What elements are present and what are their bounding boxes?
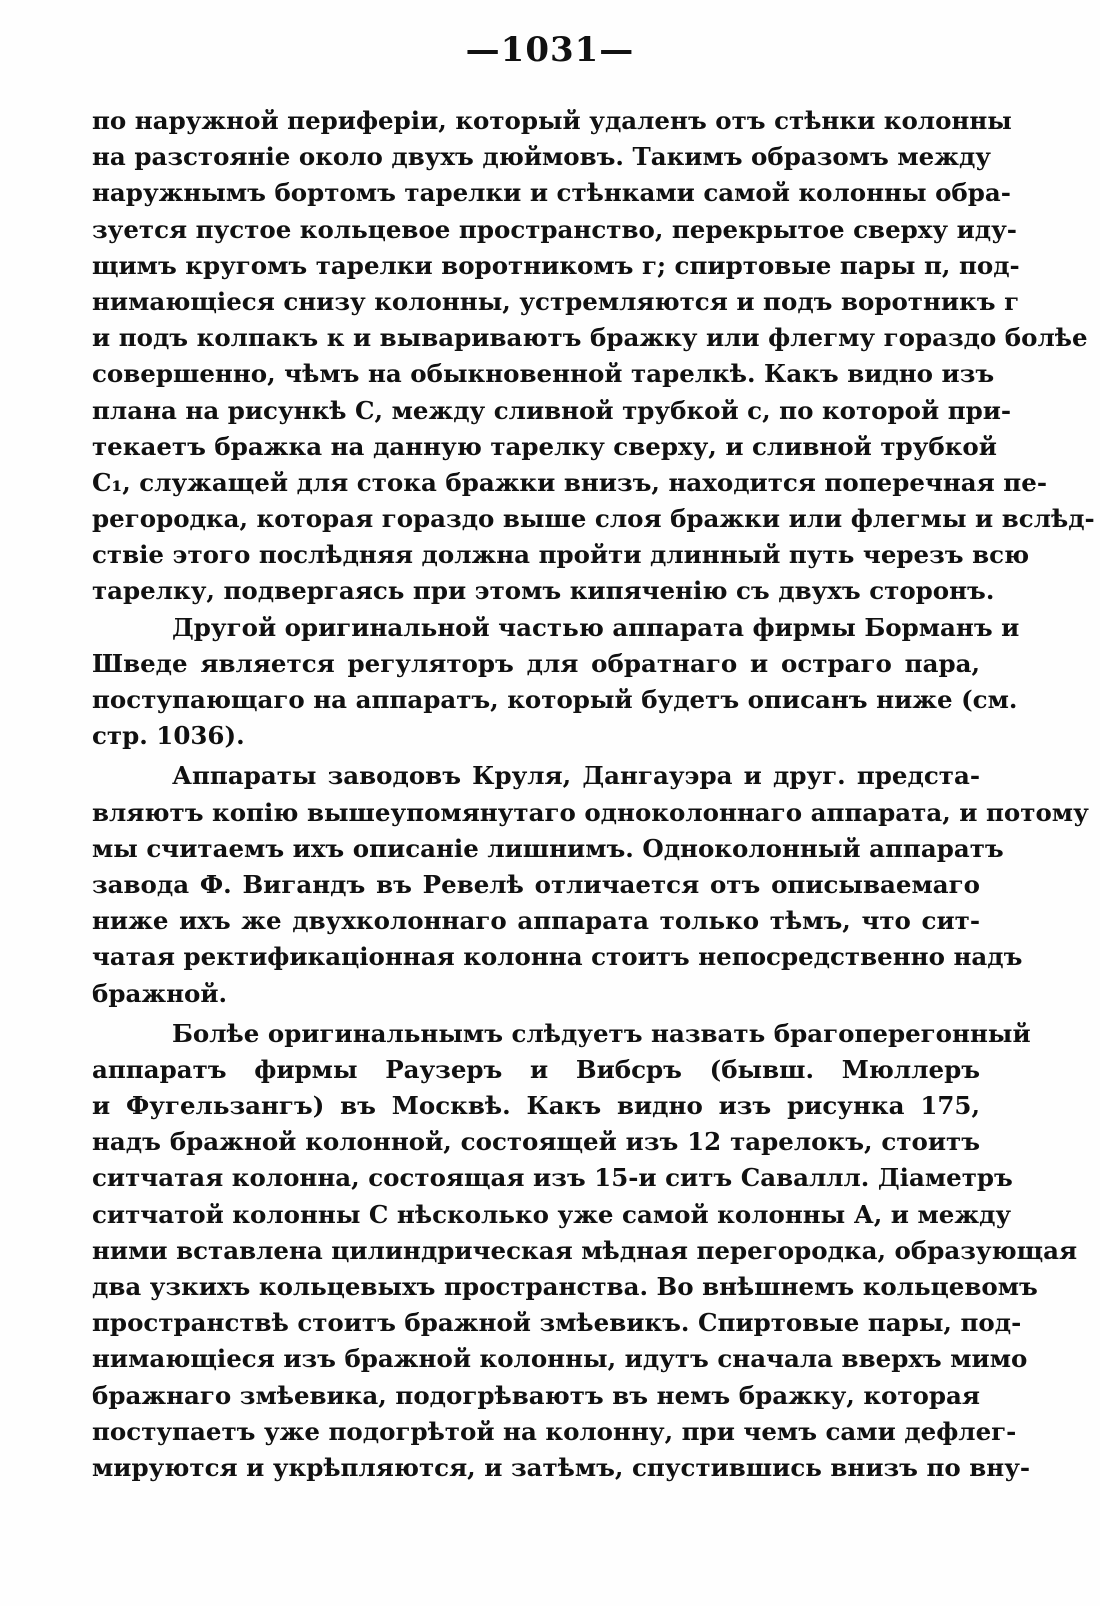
text-line: Другой оригинальной частью аппарата фирмы Борманъ и <box>172 612 1020 642</box>
text-line: тарелку, подвергаясь при этомъ кипяченію съ двухъ сторонъ. <box>92 576 995 606</box>
text-line: регородка, которая гораздо выше слоя бражки или флегмы и вслѣд- <box>92 504 1095 534</box>
text-line: ситчатая колонна, состоящая изъ 15-и ситъ Саваллл. Діаметръ <box>92 1163 1013 1193</box>
text-line: Шведе является регуляторъ для обратнаго и остраго пара, <box>92 648 980 678</box>
text-line: текаетъ бражка на данную тарелку сверху, и сливной трубкой <box>92 431 997 461</box>
text-line: поступающаго на аппаратъ, который будетъ описанъ ниже (см. <box>92 685 1018 714</box>
text-line: чатая ректификаціонная колонна стоитъ непосредственно надъ <box>92 942 1023 972</box>
text-line: ситчатой колонны С нѣсколько уже самой колонны А, и между <box>92 1199 1012 1229</box>
text-line: и Фугельзангъ) въ Москвѣ. Какъ видно изъ рисунка 175, <box>92 1091 980 1121</box>
text-line: мируются и укрѣпляются, и затѣмъ, спустившись внизъ по вну- <box>92 1452 1031 1482</box>
text-line: по наружной периферіи, который удаленъ отъ стѣнки колонны <box>92 106 1012 135</box>
text-line: зуется пустое кольцевое пространство, перекрытое сверху иду- <box>92 214 1017 244</box>
text-line: Аппараты заводовъ Круля, Дангауэра и друг. предста- <box>172 761 980 791</box>
text-line: ствіе этого послѣдняя должна пройти длинный путь черезъ всю <box>92 540 1030 570</box>
text-line: плана на рисункѣ С, между сливной трубкой с, по которой при- <box>92 395 1012 425</box>
text-line: ниже ихъ же двухколоннаго аппарата только тѣмъ, что сит- <box>92 906 980 936</box>
text-line: щимъ кругомъ тарелки воротникомъ г; спиртовые пары п, под- <box>92 250 1020 280</box>
text-line: бражнаго змѣевика, подогрѣваютъ въ немъ бражку, которая <box>92 1380 980 1410</box>
text-line: вляютъ копію вышеупомянутаго одноколоннаго аппарата, и потому <box>92 797 1089 827</box>
text-line: аппаратъ фирмы Раузеръ и Вибсръ (бывш. Мюллеръ <box>92 1054 980 1084</box>
text-line: Болѣе оригинальнымъ слѣдуетъ назвать брагоперегонный <box>172 1018 1031 1048</box>
text-line: нимающіеся изъ бражной колонны, идутъ сначала вверхъ мимо <box>92 1344 1028 1374</box>
text-line: ними вставлена цилиндрическая мѣдная перегородка, образующая <box>92 1235 1078 1265</box>
page-number: —1031— <box>465 30 635 70</box>
text-line: наружнымъ бортомъ тарелки и стѣнками самой колонны обра- <box>92 178 1011 208</box>
text-line: два узкихъ кольцевыхъ пространства. Во внѣшнемъ кольцевомъ <box>92 1272 1038 1301</box>
text-line: надъ бражной колонной, состоящей изъ 12 тарелокъ, стоитъ <box>92 1127 980 1157</box>
text-line: бражной. <box>92 978 228 1008</box>
text-line: пространствѣ стоитъ бражной змѣевикъ. Спиртовые пары, под- <box>92 1308 1022 1338</box>
text-line: совершенно, чѣмъ на обыкновенной тарелкѣ. Какъ видно изъ <box>92 359 995 389</box>
text-line: стр. 1036). <box>92 721 245 751</box>
body-text <box>92 103 1095 1486</box>
text-line: завода Ф. Вигандъ въ Ревелѣ отличается отъ описываемаго <box>92 869 980 899</box>
text-line: нимающіеся снизу колонны, устремляются и подъ воротникъ г <box>92 286 1020 316</box>
text-line: С₁, служащей для стока бражки внизъ, находится поперечная пе- <box>92 467 1047 497</box>
text-line: поступаетъ уже подогрѣтой на колонну, при чемъ сами дефлег- <box>92 1416 1017 1446</box>
text-line: мы считаемъ ихъ описаніе лишнимъ. Одноколонный аппаратъ <box>92 833 1004 863</box>
text-line: и подъ колпакъ к и вывариваютъ бражку или флегму гораздо болѣе <box>92 323 1088 353</box>
text-line: на разстояніе около двухъ дюймовъ. Такимъ образомъ между <box>92 142 991 172</box>
